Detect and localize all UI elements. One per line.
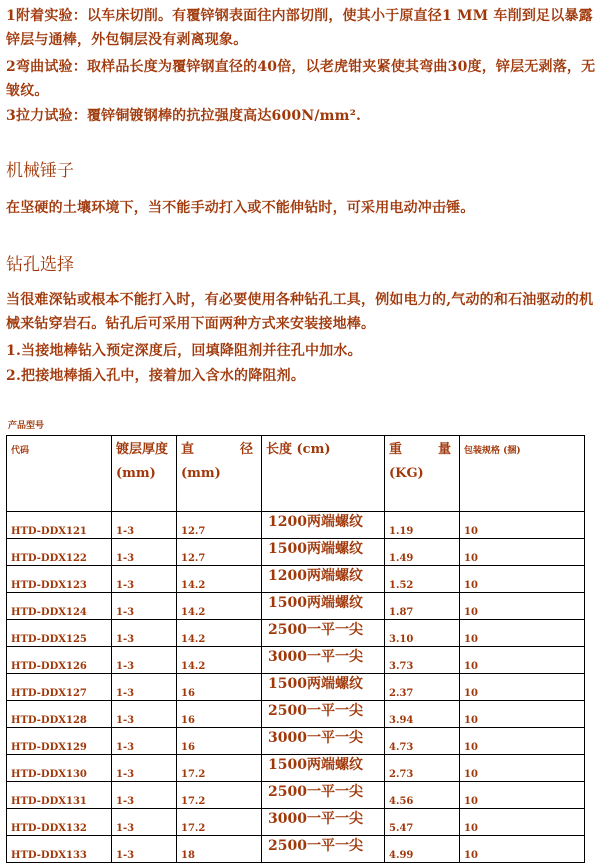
hammer-section-text: 在坚硬的土壤环境下，当不能手动打入或不能伸钻时，可采用电动冲击锤。 bbox=[6, 200, 475, 216]
cell-length: 1500两端螺纹 bbox=[262, 593, 385, 620]
cell-diameter: 14.2 bbox=[177, 647, 262, 674]
cell-coating: 1-3 bbox=[112, 647, 177, 674]
cell-coating: 1-3 bbox=[112, 593, 177, 620]
table-row bbox=[7, 755, 585, 782]
cell-diameter: 16 bbox=[177, 728, 262, 755]
cell-coating: 1-3 bbox=[112, 512, 177, 539]
cell-diameter: 17.2 bbox=[177, 809, 262, 836]
cell-code: HTD-DDX127 bbox=[7, 674, 112, 701]
cell-packing: 10 bbox=[460, 539, 585, 566]
cell-diameter: 12.7 bbox=[177, 512, 262, 539]
cell-length: 2500一平一尖 bbox=[262, 836, 385, 863]
header-diameter-char-2: 径 bbox=[239, 442, 253, 457]
cell-length: 2500一平一尖 bbox=[262, 782, 385, 809]
cell-packing: 10 bbox=[460, 701, 585, 728]
cell-length: 1200两端螺纹 bbox=[262, 566, 385, 593]
drill-method-1: 1.当接地棒钻入预定深度后，回填降阻剂并往孔中加水。 bbox=[6, 343, 362, 359]
table-row bbox=[7, 782, 585, 809]
cell-packing: 10 bbox=[460, 755, 585, 782]
cell-weight: 3.10 bbox=[385, 620, 460, 647]
cell-length: 2500一平一尖 bbox=[262, 701, 385, 728]
table-row bbox=[7, 728, 585, 755]
table-row bbox=[7, 620, 585, 647]
cell-weight: 5.47 bbox=[385, 809, 460, 836]
cell-length: 2500一平一尖 bbox=[262, 620, 385, 647]
cell-weight: 2.37 bbox=[385, 674, 460, 701]
table-row bbox=[7, 647, 585, 674]
cell-length: 1200两端螺纹 bbox=[262, 512, 385, 539]
cell-coating: 1-3 bbox=[112, 701, 177, 728]
cell-length: 1500两端螺纹 bbox=[262, 755, 385, 782]
cell-diameter: 17.2 bbox=[177, 782, 262, 809]
cell-coating: 1-3 bbox=[112, 782, 177, 809]
header-weight bbox=[385, 436, 460, 512]
product-spec-table bbox=[6, 435, 585, 863]
cell-code: HTD-DDX126 bbox=[7, 647, 112, 674]
table-row bbox=[7, 566, 585, 593]
cell-packing: 10 bbox=[460, 593, 585, 620]
header-diameter-unit: (mm) bbox=[181, 466, 221, 481]
header-diameter-char-1: 直 bbox=[181, 442, 195, 457]
cell-code: HTD-DDX129 bbox=[7, 728, 112, 755]
cell-coating: 1-3 bbox=[112, 620, 177, 647]
cell-weight: 3.94 bbox=[385, 701, 460, 728]
cell-packing: 10 bbox=[460, 674, 585, 701]
cell-coating: 1-3 bbox=[112, 755, 177, 782]
cell-packing: 10 bbox=[460, 566, 585, 593]
table-row bbox=[7, 809, 585, 836]
cell-coating: 1-3 bbox=[112, 809, 177, 836]
header-coating bbox=[112, 436, 177, 512]
table-row bbox=[7, 593, 585, 620]
cell-diameter: 16 bbox=[177, 674, 262, 701]
cell-code: HTD-DDX130 bbox=[7, 755, 112, 782]
cell-code: HTD-DDX128 bbox=[7, 701, 112, 728]
cell-code: HTD-DDX123 bbox=[7, 566, 112, 593]
table-row bbox=[7, 512, 585, 539]
cell-packing: 10 bbox=[460, 620, 585, 647]
tensile-test-paragraph: 3拉力试验：覆锌铜镀钢棒的抗拉强度高达600N/mm². bbox=[6, 108, 362, 124]
cell-weight: 4.99 bbox=[385, 836, 460, 863]
cell-diameter: 16 bbox=[177, 701, 262, 728]
cell-coating: 1-3 bbox=[112, 539, 177, 566]
cell-diameter: 14.2 bbox=[177, 620, 262, 647]
cell-diameter: 17.2 bbox=[177, 755, 262, 782]
cell-code: HTD-DDX132 bbox=[7, 809, 112, 836]
header-coating-label: 镀层厚度 (mm) bbox=[116, 442, 169, 481]
cell-length: 1500两端螺纹 bbox=[262, 539, 385, 566]
cell-code: HTD-DDX121 bbox=[7, 512, 112, 539]
cell-packing: 10 bbox=[460, 647, 585, 674]
drill-method-2: 2.把接地棒插入孔中，接着加入含水的降阻剂。 bbox=[6, 368, 306, 384]
cell-packing: 10 bbox=[460, 809, 585, 836]
cell-code: HTD-DDX125 bbox=[7, 620, 112, 647]
cell-length: 3000一平一尖 bbox=[262, 728, 385, 755]
cell-coating: 1-3 bbox=[112, 836, 177, 863]
table-row bbox=[7, 539, 585, 566]
cell-weight: 3.73 bbox=[385, 647, 460, 674]
cell-diameter: 14.2 bbox=[177, 593, 262, 620]
cell-weight: 4.56 bbox=[385, 782, 460, 809]
header-code: 代码 bbox=[7, 436, 112, 512]
header-packing: 包装规格 (捆) bbox=[460, 436, 585, 512]
cell-coating: 1-3 bbox=[112, 728, 177, 755]
cell-code: HTD-DDX131 bbox=[7, 782, 112, 809]
cell-coating: 1-3 bbox=[112, 674, 177, 701]
adhesion-test-paragraph: 1附着实验：以车床切削。有覆锌钢表面往内部切削，使其小于原直径1 MM 车削到足以暴露锌层与通棒，外包铜层没有剥离现象。 bbox=[6, 8, 593, 48]
table-header-row bbox=[7, 436, 585, 512]
table-caption: 产品型号 bbox=[8, 421, 45, 431]
cell-length: 3000一平一尖 bbox=[262, 809, 385, 836]
cell-weight: 2.73 bbox=[385, 755, 460, 782]
hammer-section-title: 机械锤子 bbox=[6, 161, 74, 181]
table-row bbox=[7, 836, 585, 863]
header-length: 长度 (cm) bbox=[262, 436, 385, 512]
cell-code: HTD-DDX124 bbox=[7, 593, 112, 620]
cell-diameter: 12.7 bbox=[177, 539, 262, 566]
cell-packing: 10 bbox=[460, 782, 585, 809]
drill-section-title: 钻孔选择 bbox=[6, 255, 74, 275]
cell-weight: 1.52 bbox=[385, 566, 460, 593]
cell-length: 1500两端螺纹 bbox=[262, 674, 385, 701]
bend-test-paragraph: 2弯曲试验：取样品长度为覆锌钢直径的40倍，以老虎钳夹紧使其弯曲30度，锌层无剥落，无皱纹。 bbox=[6, 59, 596, 99]
cell-diameter: 18 bbox=[177, 836, 262, 863]
cell-packing: 10 bbox=[460, 512, 585, 539]
cell-weight: 1.49 bbox=[385, 539, 460, 566]
table-row bbox=[7, 701, 585, 728]
header-weight-char-1: 重 bbox=[389, 442, 403, 457]
table-body bbox=[7, 512, 585, 863]
cell-diameter: 14.2 bbox=[177, 566, 262, 593]
cell-coating: 1-3 bbox=[112, 566, 177, 593]
cell-weight: 1.19 bbox=[385, 512, 460, 539]
cell-length: 3000一平一尖 bbox=[262, 647, 385, 674]
table-row bbox=[7, 674, 585, 701]
drill-section-intro: 当很难深钻或根本不能打入时，有必要使用各种钻孔工具，例如电力的,气动的和石油驱动的机械来钻穿岩石。钻孔后可采用下面两种方式来安装接地棒。 bbox=[6, 292, 594, 332]
cell-packing: 10 bbox=[460, 728, 585, 755]
cell-weight: 1.87 bbox=[385, 593, 460, 620]
cell-code: HTD-DDX122 bbox=[7, 539, 112, 566]
cell-weight: 4.73 bbox=[385, 728, 460, 755]
header-weight-unit: (KG) bbox=[389, 466, 424, 481]
cell-packing: 10 bbox=[460, 836, 585, 863]
header-weight-char-2: 量 bbox=[437, 442, 451, 457]
header-diameter bbox=[177, 436, 262, 512]
cell-code: HTD-DDX133 bbox=[7, 836, 112, 863]
